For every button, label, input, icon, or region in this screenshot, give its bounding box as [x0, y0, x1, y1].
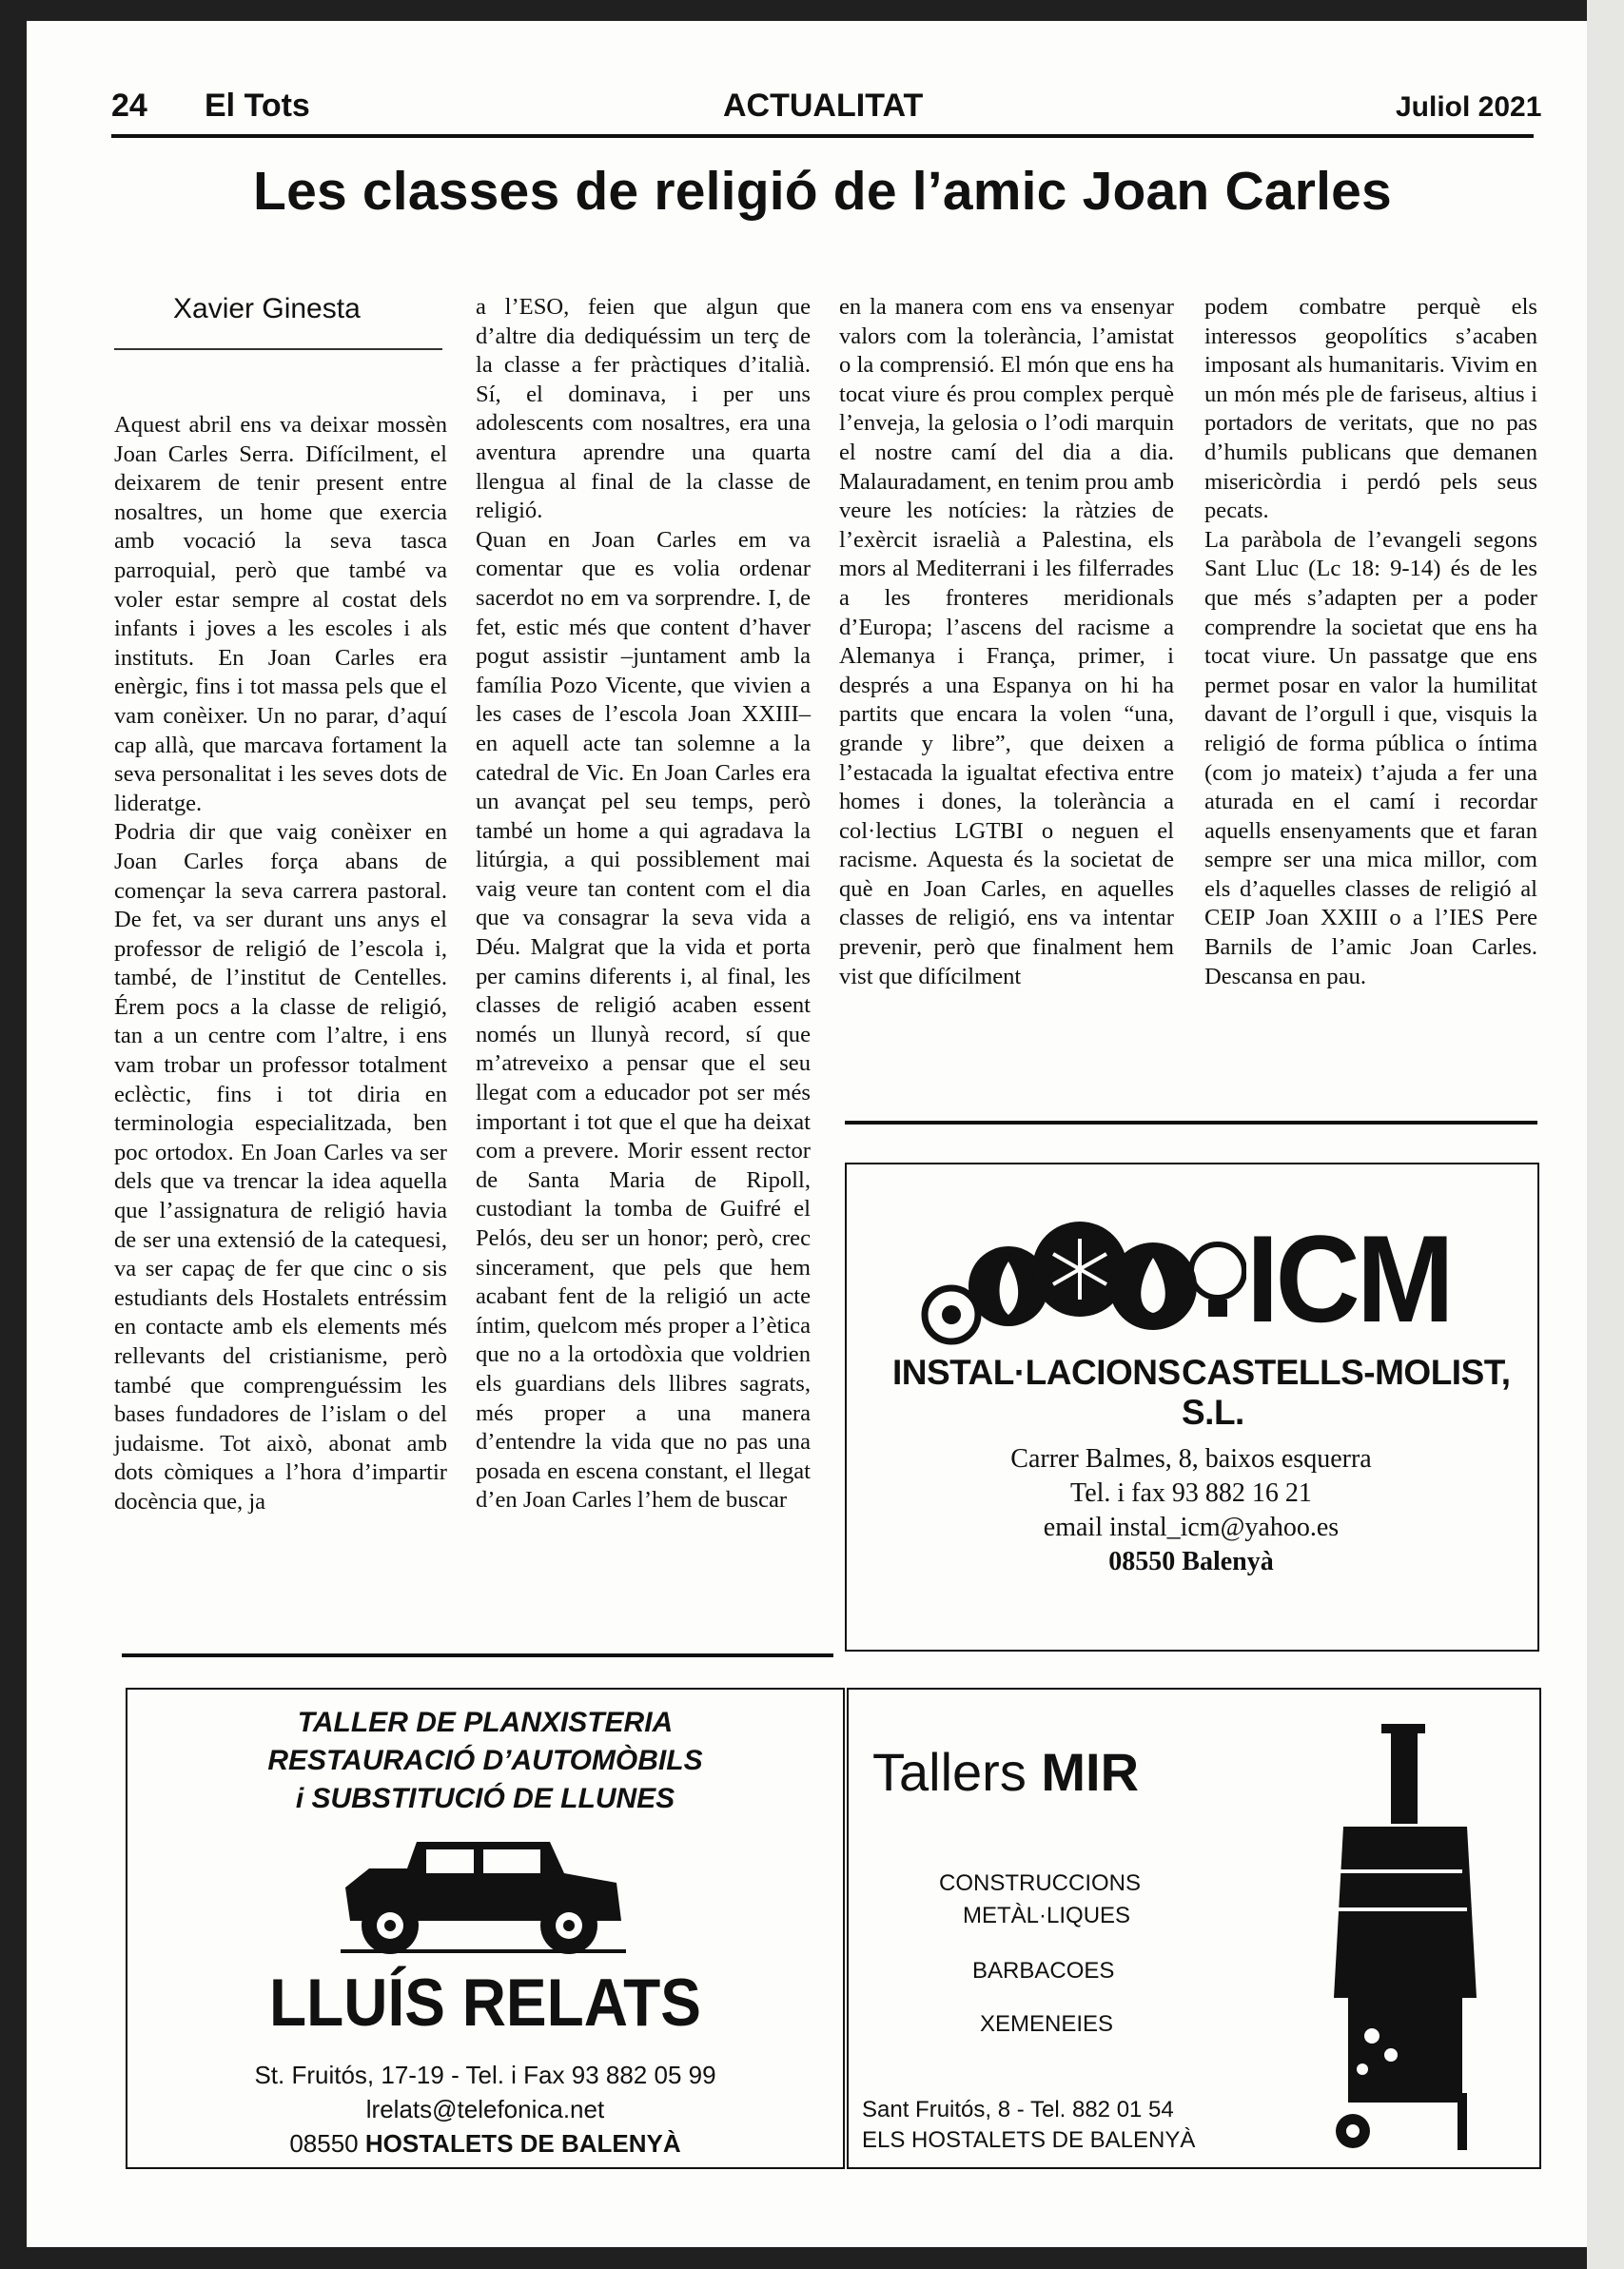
mir-title-brand: MIR [1041, 1742, 1140, 1802]
article-title: Les classes de religió de l’amic Joan Carles [253, 161, 1392, 222]
vintage-car-icon [331, 1830, 636, 1964]
icm-city: 08550 Balenyà [1108, 1547, 1274, 1576]
paragraph: La paràbola de l’evangeli segons Sant Lluc (Lc 18: 9-14) és de les que més s’adapten per a poder comprendre la societat que ens ha tocat viure. Un passatge que ens permet posar en valor la humilitat davant de l’orgull i que, visquis la religió de forma pública o íntima (com jo mateix) t’ajuda a fer una aturada en el camí i recordar aquells ensenyaments que et faran sempre ser una mica millor, com els d’aquelles classes de religió al CEIP Joan XXIII o a l’IES Pere Barnils de l’amic Joan Carles. Descansa en pau. [1204, 526, 1537, 989]
header-rule [111, 134, 1534, 138]
mir-title [872, 1741, 1139, 1803]
relats-service-1: TALLER DE PLANXISTERIA [297, 1707, 674, 1738]
icm-advertisement [845, 1163, 1539, 1652]
mir-address: Sant Fruitós, 8 - Tel. 882 01 54 [862, 2097, 1174, 2122]
relats-city [127, 2129, 843, 2159]
publication-name: El Tots [205, 88, 310, 124]
icm-utilities-icon [904, 1212, 1246, 1355]
mir-service-3: XEMENEIES [980, 2011, 1114, 2037]
barbecue-icon [1324, 1712, 1505, 2160]
next-page-edge [1587, 0, 1624, 2269]
icm-phone: Tel. i fax 93 882 16 21 [1070, 1478, 1312, 1508]
paragraph: Aquest abril ens va deixar mossèn Joan Carles Serra. Difícilment, el deixarem de tenir present entre nosaltres, un home que exercia amb vocació la seva tasca parroquial, però que també va voler estar sempre al costat dels infants i joves a les escoles i als instituts. En Joan Carles era enèrgic, fins i tot massa pels que el vam conèixer. Un no parar, d’aquí cap allà, que marcava fortament la seva personalitat i les seves dots de lideratge. [114, 412, 447, 816]
relats-address: St. Fruitós, 17-19 - Tel. i Fax 93 882 05 99 [254, 2061, 716, 2089]
ad-separator-rule [845, 1121, 1537, 1125]
relats-service-2: RESTAURACIÓ D’AUTOMÒBILS [267, 1745, 703, 1776]
article-column-4 [1204, 293, 1537, 991]
relats-service-3: i SUBSTITUCIÓ DE LLUNES [295, 1783, 675, 1814]
mir-service-1a: CONSTRUCCIONS [939, 1870, 1142, 1896]
article-column-3 [839, 293, 1174, 991]
icm-company-name-left: INSTAL·LACIONS [892, 1353, 1181, 1392]
author-rule [114, 348, 442, 350]
ad-separator-rule [122, 1653, 833, 1657]
icm-address: Carrer Balmes, 8, baixos esquerra [1010, 1444, 1372, 1474]
paragraph: podem combatre perquè els interessos geopolítics s’acaben imposant als humanitaris. Vivim en un món més ple de fariseus, altius i portadors de veritats, que no pas d’humils publicans que demanen misericòrdia i perdó pels seus pecats. [1204, 294, 1537, 524]
paragraph: en la manera com ens va ensenyar valors com la tolerància, l’amistat o la comprensió. El món que ens ha tocat viure és prou complex perquè l’enveja, la gelosia o l’odi marquin el nostre camí del dia a dia. Malauradament, en tenim prou amb veure les notícies: la ràtzies de l’exèrcit israelià a Palestina, els mors al Mediterrani i les filferrades a les fronteres meridionals d’Europa; l’ascens del racisme a Alemanya i França, primer, i després a una Espanya on hi ha partits que encara la volen “una, grande y libre”, que deixen a l’estacada la igualtat efectiva entre homes i dones, la tolerància a col·lectius LGTBI o neguen el racisme. Aquesta és la societat de què en Joan Carles, en aquelles classes de religió, ens va intentar prevenir, però que finalment hem vist que difícilment [839, 294, 1174, 989]
relats-town: HOSTALETS DE BALENYÀ [364, 2129, 681, 2158]
article-author: Xavier Ginesta [173, 293, 361, 324]
icm-email: email instal_icm@yahoo.es [1043, 1513, 1340, 1542]
section-name: ACTUALITAT [723, 88, 924, 124]
mir-advertisement [847, 1688, 1541, 2169]
mir-service-1b: METÀL·LIQUES [963, 1903, 1131, 1928]
mir-service-2: BARBACOES [972, 1958, 1115, 1984]
mir-title-word: Tallers [872, 1742, 1027, 1802]
icm-logo-text: ICM [1246, 1209, 1451, 1348]
icm-company-name-right: CASTELLS-MOLIST, S.L. [1182, 1353, 1511, 1432]
page-number: 24 [111, 88, 147, 124]
paragraph: Podria dir que vaig conèixer en Joan Carles força abans de començar la seva carrera pastoral. De fet, va ser durant uns anys el professor de religió de l’escola i, també, de l’institut de Centelles. Érem pocs a la classe de religió, tan a un centre com l’altre, i ens vam trobar un professor totalment eclèctic, fins i tot diria en terminologia especialitzada, ben poc ortodox. En Joan Carles va ser dels que va trencar la idea aquella que l’assignatura de religió havia de ser una extensió de la catequesi, va ser capaç de fer que cinc o sis estudiants dels Hostalets entréssim en contacte amb els elements més rellevants del cristianisme, però també que comprenguéssim les bases fundadores de l’islam o del judaisme. Tot això, abonat amb dots còmiques a l’hora d’impartir docència que, ja [114, 819, 447, 1515]
article-column-1 [114, 411, 447, 1517]
issue-date: Juliol 2021 [1396, 91, 1542, 123]
article-column-2 [476, 293, 811, 1516]
paragraph: Quan en Joan Carles em va comentar que es volia ordenar sacerdot no em va sorprendre. I, de fet, estic més que content d’haver pogut assistir –juntament amb la família Pozo Vicente, que vivien a les cases de l’escola Joan XXIII– en aquell acte tan solemne a la catedral de Vic. En Joan Carles era un avançat pel seu temps, però també un home a qui agradava la litúrgia, a qui possiblement mai vaig veure tan content com el dia que va consagrar la seva vida a Déu. Malgrat que la vida et porta per camins diferents i, al final, les classes de religió acaben essent només un llunyà record, sí que m’atreveixo a pensar que el seu llegat com a educador pot ser més important i tot que el que ha deixat com a prevere. Morir essent rector de Santa Maria de Ripoll, custodiant la tomba de Guifré el Pelós, deu ser un honor; però, crec sincerament, que pels que hem acabant fent de la religió un acte íntim, quelcom més proper a l’ètica que no a la ortodòxia que voldrien els guardians dels llibres sagrats, més proper a una manera d’entendre la vida que no pas una posada en escena constant, el llegat d’en Joan Carles l’hem de buscar [476, 526, 811, 1514]
relats-business-name: LLUÍS RELATS [269, 1965, 701, 2041]
relats-advertisement [126, 1688, 845, 2169]
paragraph: a l’ESO, feien que algun que d’altre dia dediquéssim un terç de la classe a fer pràctiques d’italià. Sí, el dominava, i per uns adolescents com nosaltres, era una aventura aprendre una quarta llengua al final de la classe de religió. [476, 294, 811, 524]
relats-postcode: 08550 [289, 2129, 359, 2158]
mir-city: ELS HOSTALETS DE BALENYÀ [862, 2127, 1196, 2153]
relats-email: lrelats@telefonica.net [365, 2095, 605, 2123]
